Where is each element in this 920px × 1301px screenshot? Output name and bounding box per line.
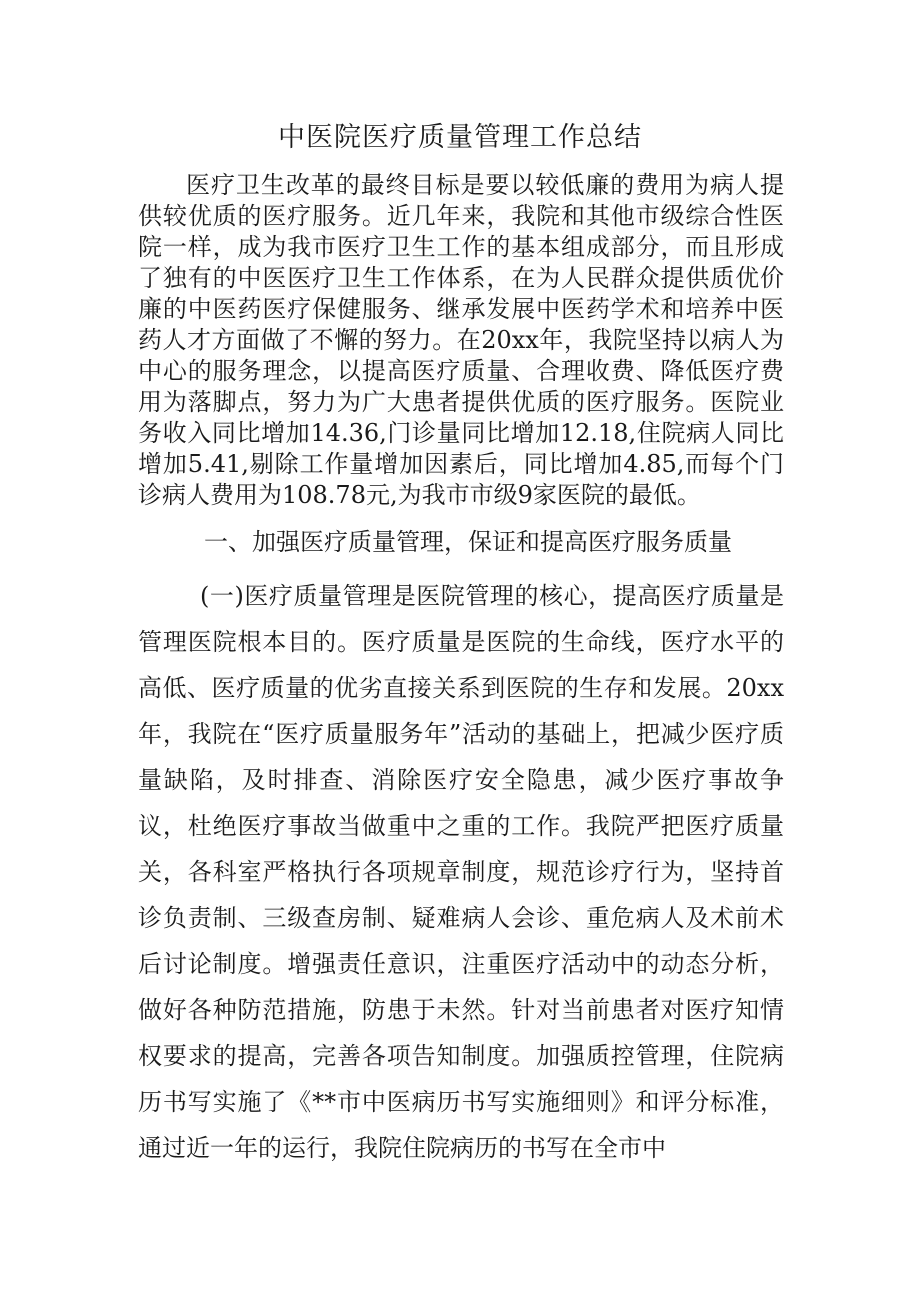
document-title: 中医院医疗质量管理工作总结 xyxy=(278,122,642,153)
section-heading: 一、加强医疗质量管理，保证和提高医疗服务质量 xyxy=(204,528,732,556)
intro-paragraph: 医疗卫生改革的最终目标是要以较低廉的费用为病人提供较优质的医疗服务。近几年来，我院和其他市级综合性医院一样，成为我市医疗卫生工作的基本组成部分，而且形成了独有的中医医疗卫生工作体系，在为人民群众提供质优价廉的中医药医疗保健服务、继承发展中医药学术和培养中医药人才方面做了不懈的努力。在20xx年，我院坚持以病人为中心的服务理念，以提高医疗质量、合理收费、降低医疗费用为落脚点，努力为广大患者提供优质的医疗服务。医院业务收入同比增加14.36,门诊量同比增加12.18,住院病人同比增加5.41,剔除工作量增加因素后，同比增加4.85,而每个门诊病人费用为108.78元,为我市市级9家医院的最低。 xyxy=(138,171,784,509)
section-paragraph: (一)医疗质量管理是医院管理的核心，提高医疗质量是管理医院根本目的。医疗质量是医院的生命线，医疗水平的高低、医疗质量的优劣直接关系到医院的生存和发展。20xx年，我院在“医疗质量服务年”活动的基础上，把减少医疗质量缺陷，及时排查、消除医疗安全隐患，减少医疗事故争议，杜绝医疗事故当做重中之重的工作。我院严把医疗质量关，各科室严格执行各项规章制度，规范诊疗行为，坚持首诊负责制、三级查房制、疑难病人会诊、重危病人及术前术后讨论制度。增强责任意识，注重医疗活动中的动态分析，做好各种防范措施，防患于未然。针对当前患者对医疗知情权要求的提高，完善各项告知制度。加强质控管理，住院病历书写实施了《**市中医病历书写实施细则》和评分标准，通过近一年的运行，我院住院病历的书写在全市中 xyxy=(138,582,784,1162)
